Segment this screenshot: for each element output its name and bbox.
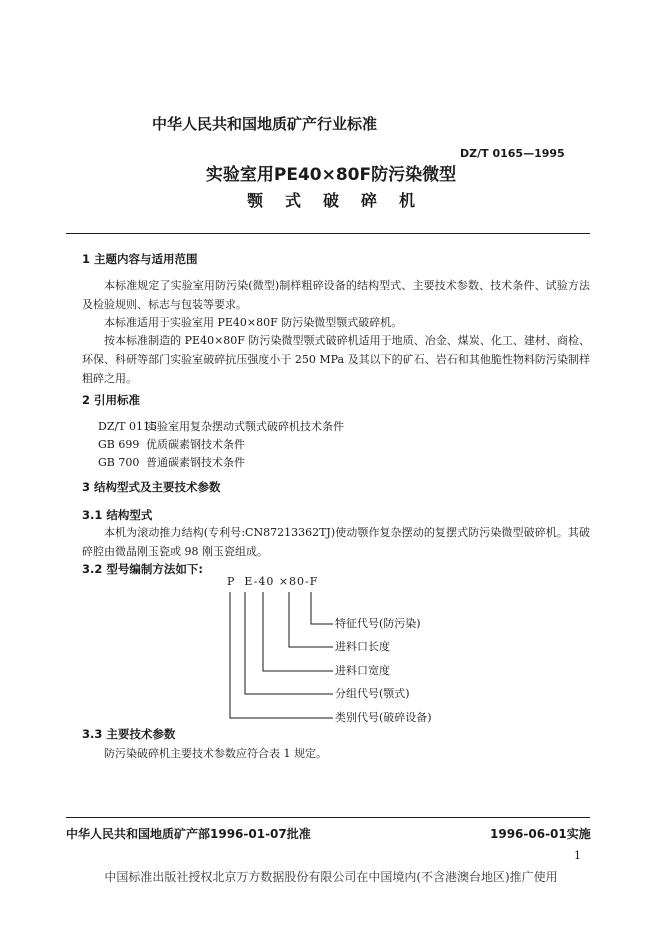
reference-code: DZ/T 0115 [98,420,157,433]
model-label-feature: 特征代号(防污染) [335,617,421,630]
section-3-1-paragraph: 本机为滚动推力结构(专利号:CN87213362TJ)使动颚作复杂摆动的复摆式防污染微型破碎机。其破碎腔由微晶刚玉瓷或 98 刚玉瓷组成。 [82,526,590,558]
document-title: 实验室用PE40×80F防污染微型 [205,165,457,185]
section-1-heading: 1 主题内容与适用范围 [82,252,198,266]
model-label-group: 分组代号(颚式) [335,687,410,700]
implementation-date: 1996-06-01实施 [490,827,591,841]
footer-divider [66,817,590,818]
bracket-line-feature [311,592,333,624]
standard-number: DZ/T 0165—1995 [460,147,565,160]
section-1-paragraph-3: 按本标准制造的 PE40×80F 防污染微型颚式破碎机适用于地质、冶金、煤炭、化工、建材、商检、环保、科研等部门实验室破碎抗压强度小于 250 MPa 及其以下的矿石、岩石和其他脆性物料防污染制样粗碎之用。 [82,334,590,385]
reference-code: GB 700 [98,456,140,469]
document-subtitle: 颚式破碎机 [246,191,437,210]
section-1-paragraph-1: 本标准规定了实验室用防污染(微型)制样粗碎设备的结构型式、主要技术参数、技术条件、试验方法及检验规则、标志与包装等要求。 [82,279,590,311]
distribution-notice: 中国标准出版社授权北京万方数据股份有限公司在中国境内(不含港澳台地区)推广使用 [104,870,558,884]
bracket-line-width [263,592,333,671]
section-1-paragraph-2: 本标准适用于实验室用 PE40×80F 防污染微型颚式破碎机。 [104,316,403,329]
reference-title: 优质碳素钢技术条件 [146,438,245,451]
model-label-width: 进料口宽度 [335,664,390,677]
industry-title: 中华人民共和国地质矿产行业标准 [152,115,378,133]
approval-date: 中华人民共和国地质矿产部1996-01-07批准 [66,827,311,841]
section-3-1-heading: 3.1 结构型式 [82,508,153,522]
model-label-category: 类别代号(破碎设备) [335,711,432,724]
section-3-heading: 3 结构型式及主要技术参数 [82,480,221,494]
model-label-length: 进料口长度 [335,640,390,653]
section-2-heading: 2 引用标准 [82,393,141,407]
page-number: 1 [574,849,581,862]
model-code: P E-40 ×80-F [227,575,319,588]
section-3-3-paragraph: 防污染破碎机主要技术参数应符合表 1 规定。 [104,747,327,760]
reference-code: GB 699 [98,438,140,451]
reference-title: 实验室用复杂摆动式颚式破碎机技术条件 [146,420,344,433]
section-3-3-heading: 3.3 主要技术参数 [82,727,176,741]
section-3-2-heading: 3.2 型号编制方法如下: [82,562,203,576]
reference-title: 普通碳素钢技术条件 [146,456,245,469]
